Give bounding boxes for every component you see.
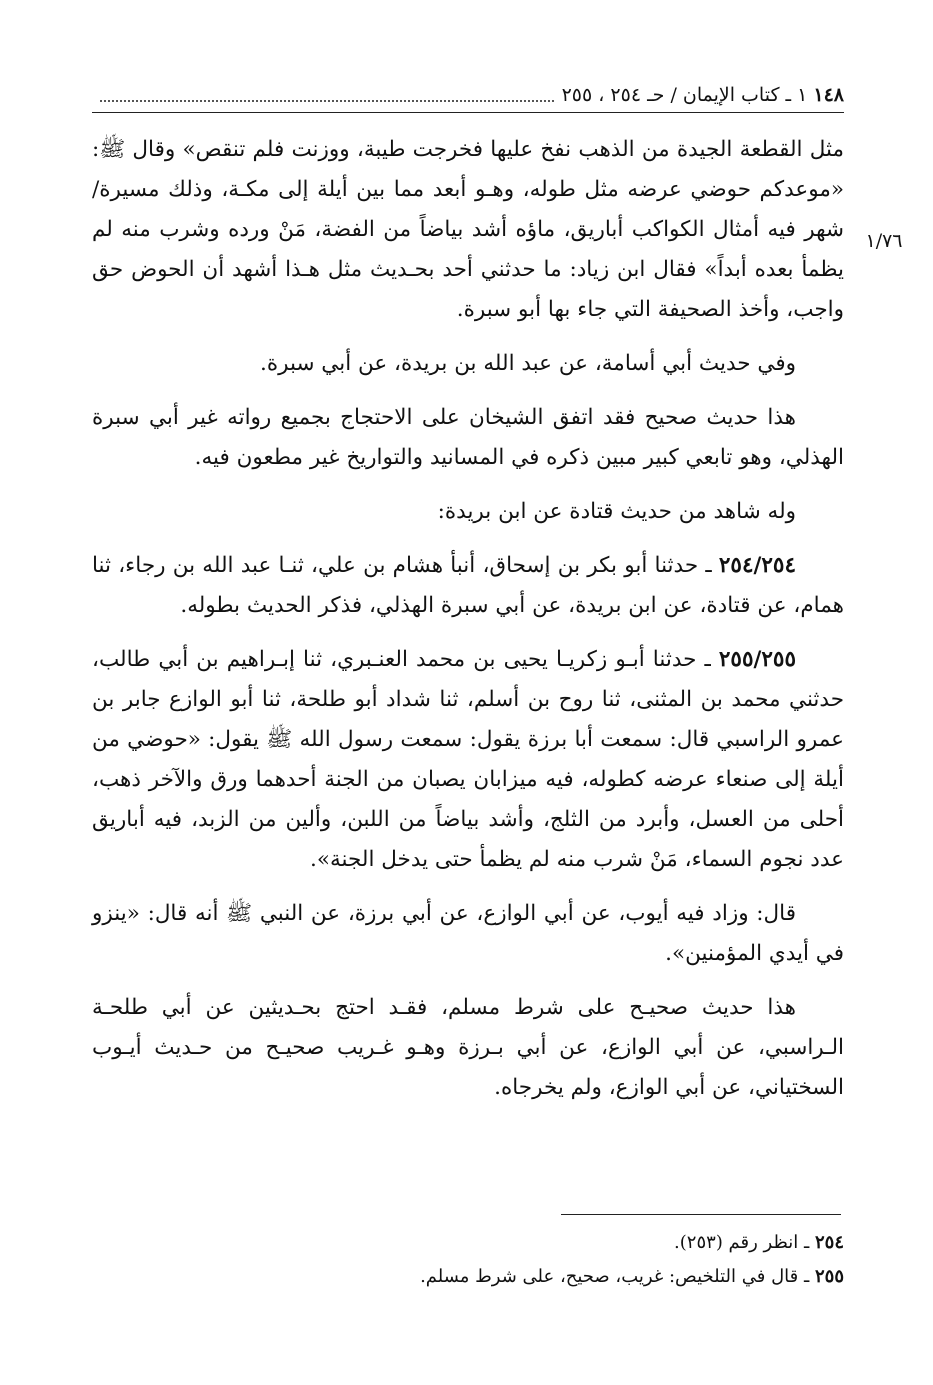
footnote-254-text: ـ انظر رقم (٢٥٣). — [674, 1232, 815, 1253]
hadith-254-number: ٢٥٤/٢٥٤ — [718, 553, 796, 578]
footnote-255-number: ٢٥٥ — [814, 1266, 844, 1287]
page-number: ١٤٨ — [813, 84, 844, 106]
hadith-255 — [92, 640, 844, 880]
hadith-254-text: ـ حدثنا أبو بكر بن إسحاق، أنبأ هشام بن علي، ثنـا عبد الله بن رجاء، ثنا همام، عن قتادة، عن ابن بريدة، عن أبي سبرة الهذلي، فذكر الحديث بطوله. — [92, 553, 844, 618]
main-text — [92, 130, 844, 1122]
margin-folio-note: ١/٧٦ — [865, 230, 903, 252]
footnote-separator — [561, 1214, 841, 1215]
hadith-255-text: ـ حدثنا أبـو زكريـا يحيى بن محمد العنـبري، ثنا إبـراهيم بن أبي طالب، حدثني محمد بن المثنى، ثنا روح بن أسلم، ثنا شداد أبو طلحة، ثنا أبو الوازع جابر بن عمرو الراسبي قال: سمعت أبا برزة يقول: سمعت رسول الله ﷺ يقول: «حوضي من أيلة إلى صنعاء عرضه كطوله، فيه ميزابان يصبان من الجنة أحدهما ورق والآخر ذهب، أحلى من العسل، وأبرد من الثلج، وأشد بياضاً من اللبن، وألين من الزبد، فيه أباريق عدد نجوم السماء، مَنْ شرب منه لم يظمأ حتى يدخل الجنة». — [92, 647, 844, 872]
running-header — [92, 78, 844, 113]
footnote-254-number: ٢٥٤ — [814, 1232, 844, 1253]
header-leader-dots — [100, 88, 554, 102]
paragraph-6: هذا حديث صحيـح على شرط مسلم، فقـد احتج بحـديثين عن أبي طلحـة الـراسبي، عن أبي الوازع، عن أبي بـرزة وهـو غـريب صحيـح من حـديث أيـوب السختياني، عن أبي الوازع، ولم يخرجاه. — [92, 995, 844, 1100]
paragraph-1: مثل القطعة الجيدة من الذهب نفخ عليها فخرجت طيبة، ووزنت فلم تنقص» وقال ﷺ: «موعدكم حوضي عرضه مثل طوله، وهـو أبعد مما بين أيلة إلى مكـة، وذلك مسيرة/شهر فيه أمثال الكواكب أباريق، ماؤه أشد بياضاً من الفضة، مَنْ ورده وشرب منه لم يظمأ بعده أبداً» فقال ابن زياد: ما حدثني أحد بحـديث مثل هـذا أشهد أن الحوض حق واجب، وأخذ الصحيفة التي جاء بها أبو سبرة. — [92, 137, 844, 322]
footnote-255-text: ـ قال في التلخيص: غريب، صحيح، على شرط مسلم. — [420, 1266, 815, 1287]
footnote-255 — [92, 1260, 844, 1294]
paragraph-5: قال: وزاد فيه أيوب، عن أبي الوازع، عن أبي برزة، عن النبي ﷺ أنه قال: «ينزو في أيدي المؤمنين». — [92, 901, 844, 966]
paragraph-4: وله شاهد من حديث قتادة عن ابن بريدة: — [437, 499, 796, 524]
hadith-254 — [92, 546, 844, 626]
hadith-255-number: ٢٥٥/٢٥٥ — [718, 647, 796, 672]
footnote-254 — [92, 1226, 844, 1260]
running-title: ١ ـ كتاب الإيمان / حـ ٢٥٤ ، ٢٥٥ — [561, 84, 808, 106]
footnotes — [92, 1226, 844, 1294]
paragraph-3: هذا حديث صحيح فقد اتفق الشيخان على الاحتجاج بجميع رواته غير أبي سبرة الهذلي، وهو تابعي كبير مبين ذكره في المسانيد والتواريخ غير مطعون فيه. — [92, 405, 844, 470]
paragraph-2: وفي حديث أبي أسامة، عن عبد الله بن بريدة، عن أبي سبرة. — [260, 351, 796, 376]
